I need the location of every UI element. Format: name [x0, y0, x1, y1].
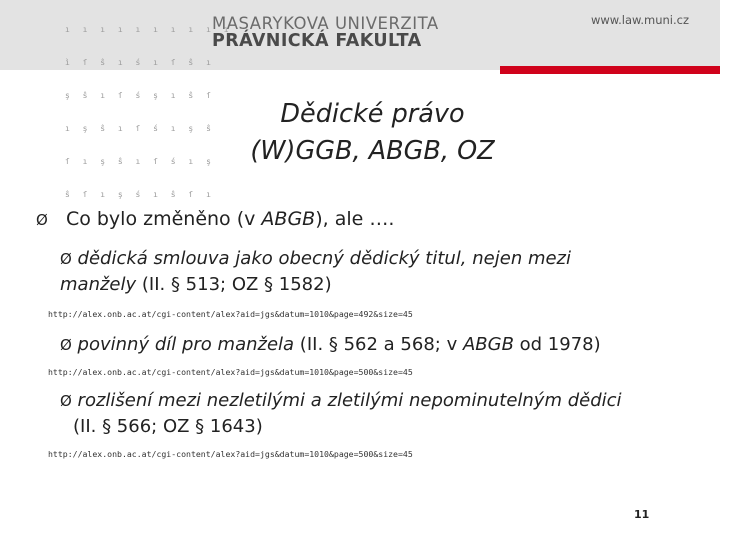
sub-item-1 [60, 246, 630, 297]
logo-pattern-row: ŝ ſ ı ş ś ı ŝ ſ ı [65, 190, 215, 199]
logo-pattern-row: ſ ı ş ŝ ı ſ ś ı ş [65, 157, 215, 166]
logo-pattern-row: ı ş ŝ ı ſ ś ı ş ŝ [65, 124, 215, 133]
sub-item-2 [60, 332, 601, 358]
university-logo-pattern [65, 2, 233, 199]
source-link-2[interactable]: http://alex.onb.ac.at/cgi-content/alex?aid=jgs&datum=1010&page=500&size=45 [48, 367, 413, 377]
sub-item-1-rest: (II. § 513; OZ § 1582) [136, 274, 332, 295]
title-line-1: Dědické právo [280, 99, 465, 129]
page-number: 11 [634, 508, 650, 521]
red-accent-bar [500, 66, 720, 74]
bullet-arrow-icon: Ø [36, 211, 48, 229]
logo-pattern-row: ì ſ ŝ ı ś ı ſ ŝ ı [65, 58, 215, 67]
title-line-2: (W)GGB, ABGB, OZ [250, 136, 495, 166]
sub-item-3-rest: (II. § 566; OZ § 1643) [73, 416, 263, 437]
slide-title [0, 96, 745, 170]
main-bullet-text-before: Co bylo změněno (v [65, 208, 262, 230]
source-link-3[interactable]: http://alex.onb.ac.at/cgi-content/alex?aid=jgs&datum=1010&page=500&size=45 [48, 449, 413, 459]
main-bullet-text-after: ), ale …. [315, 208, 395, 230]
sub-item-1-italic: dědická smlouva jako obecný dědický titul, nejen mezi manžely [60, 248, 571, 295]
sub-item-2-rest-a: (II. § 562 a 568; v [294, 334, 463, 355]
sub-item-3-italic: rozlišení mezi nezletilými a zletilými nepominutelným dědici [77, 390, 622, 411]
sub-item-3 [60, 388, 715, 439]
logo-pattern-row: ş ŝ ı ſ ś ş ı ŝ ſ [65, 91, 215, 100]
main-bullet [36, 208, 394, 230]
logo-pattern-row: ı ı ı ı ı ı ı ı ı ı [65, 25, 233, 34]
source-link-1[interactable]: http://alex.onb.ac.at/cgi-content/alex?aid=jgs&datum=1010&page=492&size=45 [48, 309, 413, 319]
bullet-arrow-icon: Ø [60, 392, 72, 410]
bullet-arrow-icon: Ø [60, 250, 72, 268]
sub-item-2-italic: povinný díl pro manžela [77, 334, 295, 355]
faculty-name: PRÁVNICKÁ FAKULTA [212, 31, 422, 51]
university-name: MASARYKOVA UNIVERZITA [212, 14, 439, 33]
sub-item-2-rest-italic: ABGB [462, 334, 514, 355]
website-url[interactable]: www.law.muni.cz [590, 13, 689, 27]
main-bullet-text-italic: ABGB [261, 208, 316, 230]
sub-item-2-rest-b: od 1978) [513, 334, 601, 355]
bullet-arrow-icon: Ø [60, 336, 72, 354]
